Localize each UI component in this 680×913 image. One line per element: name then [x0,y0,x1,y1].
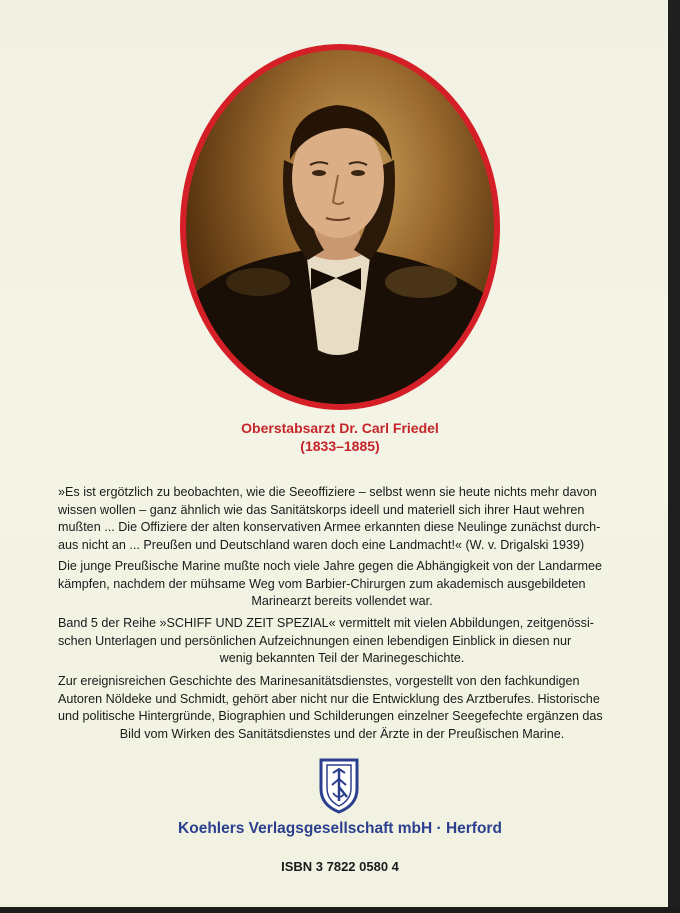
text-line: schen Unterlagen und persönlichen Aufzeichnungen einen lebendigen Einblick in diesen nur [58,633,572,648]
text-line: Marinearzt bereits vollendet war. [251,594,433,608]
koehler-shield-logo-icon [318,757,360,815]
text-line: kämpfen, nachdem der mühsame Weg vom Barbier-Chirurgen zum akademisch ausgebildeten [58,576,586,591]
isbn-number: ISBN 3 7822 0580 4 [281,859,399,874]
scan-edge-bottom [0,907,680,913]
text-line: mußten ... Die Offiziere der alten konservativen Armee erkannten diese Neulinge zunächst durch- [58,520,601,534]
portrait-oval-frame [180,44,500,410]
publisher-name: Koehlers Verlagsgesellschaft mbH · Herford [178,820,502,837]
portrait-caption-name: Oberstabsarzt Dr. Carl Friedel [241,420,439,436]
text-line: Autoren Nöldeke und Schmidt, gehört aber nicht nur die Entwicklung des Arztberufes. Historische [58,691,600,706]
text-line: wissen wollen – ganz ähnlich wie das Sanitätskorps ideell und materiell sich ihrer Haut wehren [58,502,585,517]
paragraph-navy [58,558,626,611]
text-line: Die junge Preußische Marine mußte noch viele Jahre gegen die Abhängigkeit von der Landarmee [58,559,602,573]
portrait-caption-years: (1833–1885) [300,438,380,454]
text-line: aus nicht an ... Preußen und Deutschland waren doch eine Landmacht!« (W. v. Drigalski 1939) [58,537,585,552]
text-line: »Es ist ergötzlich zu beobachten, wie die Seeoffiziere – selbst wenn sie heute nichts mehr davon [58,485,597,499]
scan-edge-right [668,0,680,913]
paragraph-history [58,673,626,743]
text-line: Band 5 der Reihe »SCHIFF UND ZEIT SPEZIAL« vermittelt mit vielen Abbildungen, zeitgenössi- [58,616,594,630]
paragraph-series [58,615,626,668]
text-line: wenig bekannten Teil der Marinegeschichte. [219,651,465,665]
paragraph-quote [58,484,626,554]
text-line: Zur ereignisreichen Geschichte des Marinesanitätsdienstes, vorgestellt von den fachkundigen [58,674,580,688]
portrait-painting [186,50,494,404]
text-line: Bild vom Wirken des Sanitätsdienstes und der Ärzte in der Preußischen Marine. [119,726,565,741]
text-line: und politische Hintergründe, Biographien und Schilderungen einzelner Seegefechte ergänzen das [58,709,603,723]
portrait-figure [186,50,494,404]
